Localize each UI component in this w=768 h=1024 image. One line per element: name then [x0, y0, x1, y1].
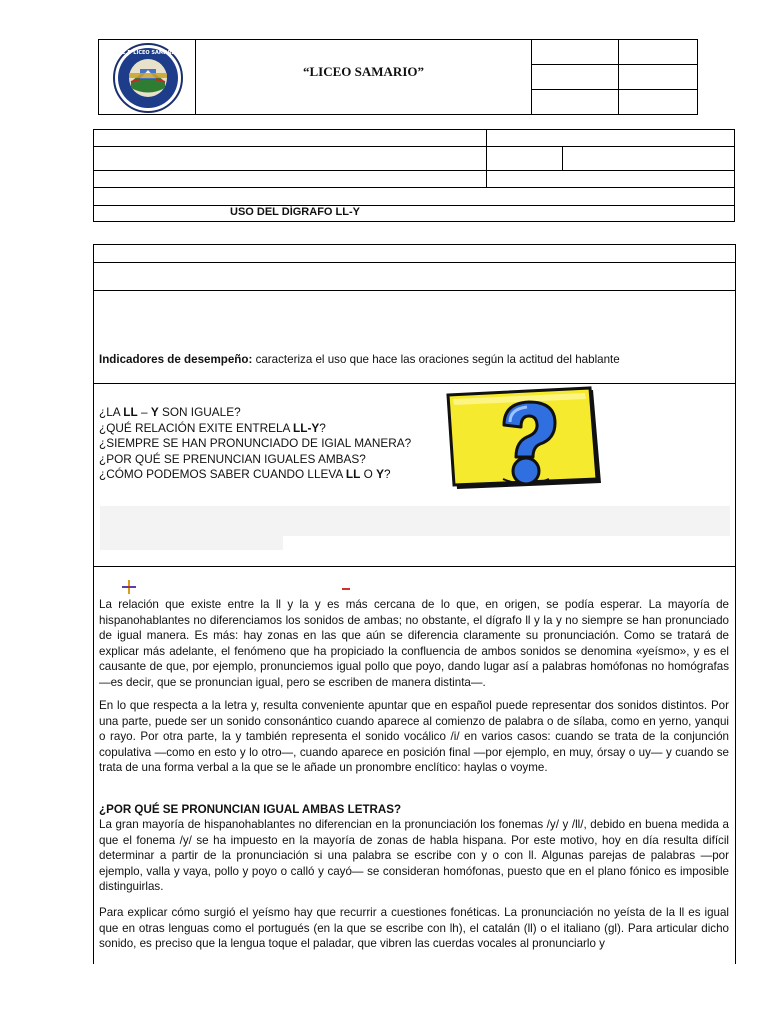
indicators-line: [99, 353, 729, 366]
section-heading: ¿POR QUÉ SE PRONUNCIAN IGUAL AMBAS LETRAS?: [99, 803, 402, 816]
question-item: ¿CÓMO PODEMOS SABER CUANDO LLEVA LL O Y?: [99, 467, 391, 481]
red-dash-mark: [342, 588, 350, 590]
info-table: [93, 129, 735, 222]
school-logo: [112, 42, 184, 114]
question-list: [99, 405, 439, 483]
question-mark-icon: [443, 385, 608, 497]
main-row-divider-1: [93, 262, 736, 263]
info-row-divider-4: [93, 205, 735, 206]
paragraph-1: La relación que existe entre la ll y la y es más cercana de lo que, en origen, se podía esperar. La mayoría de hispanohablantes no diferenciamos los sonidos de ambas; no obstante, el dígrafo ll y la y no siempre se han pronunciado de igual manera. Es más: hay zonas en las que aún se diferencia claramente su pronunciación. Como se tratará de explicar más adelante, el fenómeno que ha propiciado la confluencia de ambos sonidos se denomina «yeísmo», y es el causante de que, por ejemplo, pronunciemos igual pollo que poyo, dando lugar así a palabras homófonas no homógrafas —es decir, que se pronuncian igual, pero se escriben de manera distinta—.: [99, 598, 729, 689]
subject-title: USO DEL DÍGRAFO LL-Y: [230, 206, 360, 218]
indicators-text: caracteriza el uso que hace las oraciones según la actitud del hablante: [252, 353, 620, 366]
meta-col-divider: [618, 39, 619, 115]
main-row-divider-2: [93, 290, 736, 291]
paragraph-3: La gran mayoría de hispanohablantes no diferencian en la pronunciación los fonemas /y/ y /ll/, debido en buena medida a que el fonema /y/ se ha impuesto en la mayoría de zonas de habla hispana. Por este motivo, hoy en día resulta difícil determinar a partir de la pronunciación si una palabra se escribe con y o con ll. Algunas parejas de palabras —por ejemplo, valla y vaya, pollo y poyo o calló y cayó— se consideran homófonas, puesto que en el plano fónico es imposible distinguirlas.: [99, 818, 729, 893]
info-row-divider-3: [93, 187, 735, 188]
paragraph-2: En lo que respecta a la letra y, resulta conveniente apuntar que en español puede representar dos sonidos distintos. Por una parte, puede ser un sonido consonántico cuando aparece al comienzo de palabra o de sílaba, como en yerno, yanqui o rayo. Por otra parte, la y también representa el sonido vocálico /i/ en varios casos: cuando se trata de la conjunción copulativa —como en esto y lo otro—, cuando aparece en posición final —por ejemplo, en muy, órsay o uy— y cuando se trata de una forma verbal a la que se le añade un pronombre enclítico: haylas o voyme.: [99, 699, 729, 774]
question-item: ¿POR QUÉ SE PRENUNCIAN IGUALES AMBAS?: [99, 451, 366, 466]
info-row-divider-1: [93, 146, 735, 147]
meta-row-divider-1: [531, 64, 698, 65]
title-cell-divider: [531, 39, 532, 115]
info-row-divider-2: [93, 170, 735, 171]
question-item: ¿LA LL – Y SON IGUALE?: [99, 405, 241, 419]
faded-text-band: [100, 506, 730, 536]
school-name: “LICEO SAMARIO”: [303, 64, 424, 79]
info-col-divider-2: [562, 146, 563, 170]
info-col-divider-1: [486, 129, 487, 187]
question-item: ¿QUÉ RELACIÓN EXITE ENTRELA LL-Y?: [99, 420, 326, 435]
question-item: ¿SIEMPRE SE HAN PRONUNCIADO DE IGIAL MANERA?: [99, 436, 412, 450]
cross-mark-icon: [122, 580, 136, 594]
meta-row-divider-2: [531, 89, 698, 90]
faded-text-band-short: [100, 536, 283, 550]
indicators-label: Indicadores de desempeño:: [99, 353, 253, 366]
main-row-divider-3: [93, 383, 736, 384]
paragraph-4: Para explicar cómo surgió el yeísmo hay que recurrir a cuestiones fonéticas. La pronunciación no yeísta de la ll es igual que en otras lenguas como el portugués (en la que se escribe con lh), el catalán (ll) o el italiano (gl). Para articular dicho sonido, es preciso que la lengua toque el paladar, que vibren las cuerdas vocales al pronunciarlo y: [99, 906, 729, 950]
main-row-divider-4: [93, 566, 736, 567]
svg-text:I.E.D LICEO SAMARIO: I.E.D LICEO SAMARIO: [118, 50, 178, 56]
